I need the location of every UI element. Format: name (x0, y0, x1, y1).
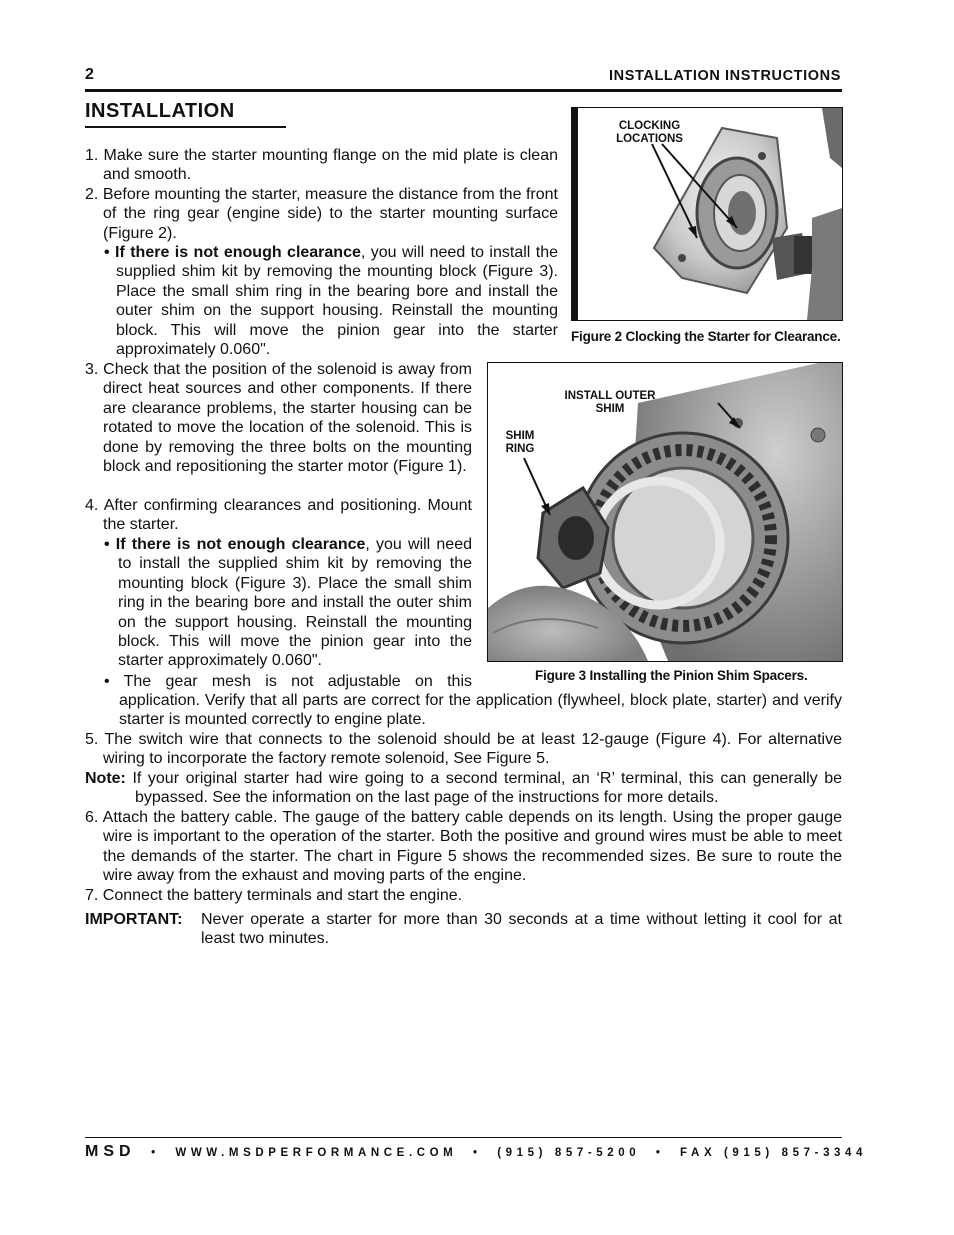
figure-3-caption: Figure 3 Installing the Pinion Shim Spacers. (535, 668, 808, 683)
footer-website: WWW.MSDPERFORMANCE.COM (175, 1147, 458, 1159)
important-text: Never operate a starter for more than 30 seconds at a time without letting it cool for at least two minutes. (201, 911, 842, 948)
footer-rule (85, 1137, 842, 1138)
footer-separator: • (143, 1147, 168, 1159)
step-4-bullet-1 (104, 535, 472, 671)
footer (85, 1143, 868, 1161)
step-5: 5. The switch wire that connects to the solenoid should be at least 12-gauge (Figure 4). For alternative wiring to incorporate the factory remote solenoid, See Figure 5. (85, 731, 842, 768)
step-2: 2. Before mounting the starter, measure the distance from the front of the ring gear (engine side) to the starter mounting surface (Figure 2). (85, 186, 558, 242)
footer-brand: MSD (85, 1143, 136, 1160)
page-number: 2 (85, 66, 94, 83)
step-1: 1. Make sure the starter mounting flange on the mid plate is clean and smooth. (85, 147, 558, 184)
footer-fax: FAX (915) 857-3344 (680, 1147, 868, 1159)
section-title: INSTALLATION (85, 100, 235, 122)
figure-2-label-clocking: CLOCKING LOCATIONS (616, 120, 683, 145)
figure-2-caption: Figure 2 Clocking the Starter for Clearance. (571, 329, 841, 344)
footer-phone: (915) 857-5200 (497, 1147, 641, 1159)
figure-3-label-shim-ring: SHIM RING (505, 430, 535, 455)
header-title: INSTALLATION INSTRUCTIONS (609, 68, 841, 84)
note (85, 769, 842, 808)
step-4-bullet-1-text: , you will need to install the supplied shim kit by removing the mounting block (Figure 3). Place the small shim ring in the bearing bore and install the outer shim on the support housing. Reinstall the mounting block. This will move the pinion gear into the starter approximately 0.060". (118, 536, 472, 670)
step-2-bullet-bold: • If there is not enough clearance (104, 244, 361, 261)
note-text: If your original starter had wire going to a second terminal, an ‘R’ terminal, this can generally be bypassed. See the information on the last page of the instructions for more details. (125, 770, 842, 807)
step-3: 3. Check that the position of the solenoid is away from direct heat sources and other components. If there are clearance problems, the starter housing can be rotated to move the location of the solenoid. This is done by removing the three bolts on the mounting block and repositioning the starter motor (Figure 1). (85, 361, 472, 476)
figure-2-photo (571, 107, 843, 321)
figure-3-photo (487, 362, 843, 662)
important-label: IMPORTANT: (85, 911, 183, 928)
step-2-bullet (104, 243, 558, 359)
step-6: 6. Attach the battery cable. The gauge of the battery cable depends on its length. Using the proper gauge wire is important to the operation of the starter. Both the positive and ground wires must be able to meet the demands of the starter. The chart in Figure 5 shows the recommended sizes. Be sure to route the wire away from the exhaust and moving parts of the engine. (85, 809, 842, 885)
header-rule (85, 89, 842, 92)
footer-separator: • (465, 1147, 490, 1159)
step-2-bullet-text: , you will need to install the supplied shim kit by removing the mounting block (Figure 3). Place the small shim ring in the bearing bore and install the outer shim on the support housing. Reinstall the mounting block. This will move the pinion gear into the starter approximately 0.060". (116, 244, 559, 359)
figure-3-label-outer-shim: INSTALL OUTER SHIM (564, 390, 656, 415)
step-7: 7. Connect the battery terminals and start the engine. (85, 887, 463, 904)
footer-separator: • (648, 1147, 673, 1159)
step-4-bullet-2-start: • The gear mesh is not adjustable on this (104, 673, 472, 690)
section-title-underline (85, 126, 286, 128)
step-4: 4. After confirming clearances and positioning. Mount the starter. (85, 497, 472, 534)
note-label: Note: (85, 770, 126, 787)
step-4-bullet-2-text: application. Verify that all parts are correct for the application (flywheel, block plate, starter) and verify starter is mounted correctly to engine plate. (119, 692, 842, 729)
step-4-bullet-1-bold: • If there is not enough clearance (104, 536, 366, 553)
